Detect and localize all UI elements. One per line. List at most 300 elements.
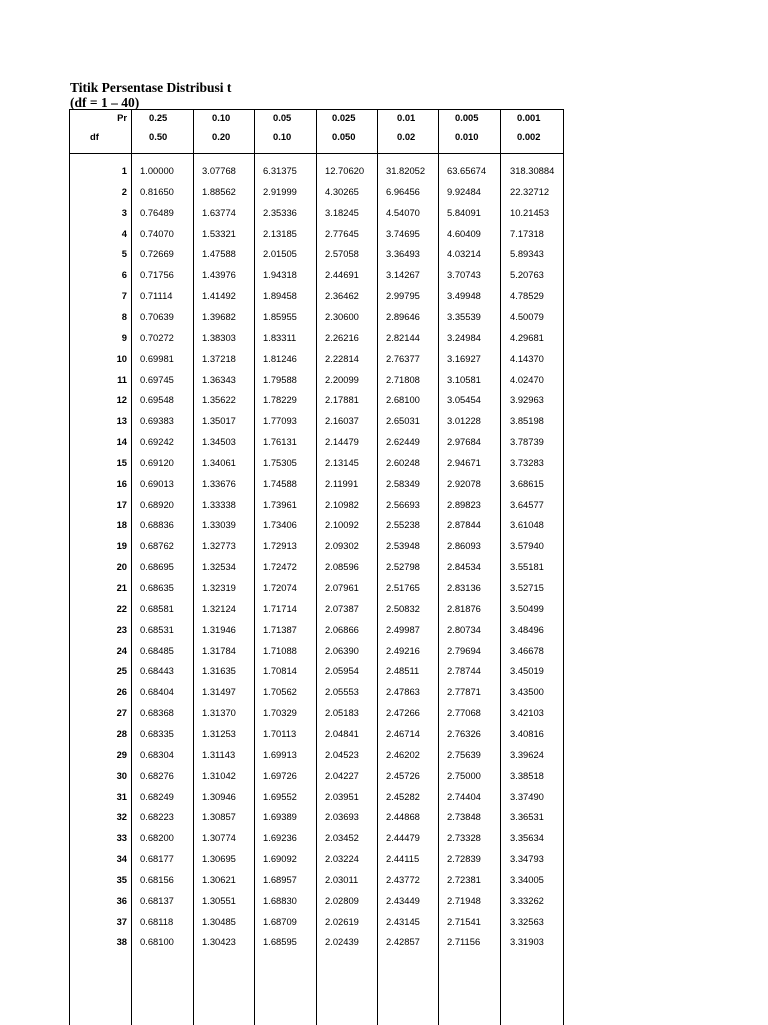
value-cell: 3.73283 <box>510 456 544 468</box>
value-cell: 2.48511 <box>386 665 420 677</box>
value-cell: 1.73406 <box>263 519 297 531</box>
value-cell: 2.13185 <box>263 227 297 239</box>
value-cell: 4.02470 <box>510 373 544 385</box>
table-row <box>70 497 563 513</box>
df-cell: 25 <box>116 665 127 677</box>
value-cell: 3.32563 <box>510 915 544 927</box>
value-cell: 2.97684 <box>447 436 481 448</box>
value-cell: 2.44479 <box>386 832 420 844</box>
header-two-tail-cell: 0.050 <box>332 131 356 142</box>
value-cell: 1.32773 <box>202 540 236 552</box>
value-cell: 0.68635 <box>140 582 174 593</box>
value-cell: 3.31903 <box>510 936 544 948</box>
value-cell: 1.68595 <box>263 936 297 948</box>
value-cell: 2.11991 <box>325 477 359 489</box>
header-two-tail-cell: 0.010 <box>455 131 479 142</box>
df-cell: 24 <box>116 644 127 656</box>
header-row-one-tail <box>70 110 563 126</box>
header-two-tail-cell: 0.10 <box>273 131 292 142</box>
value-cell: 2.60248 <box>386 456 420 468</box>
value-cell: 3.35634 <box>510 832 544 844</box>
value-cell: 1.68709 <box>263 915 297 927</box>
value-cell: 10.21453 <box>510 206 550 218</box>
value-cell: 2.02809 <box>325 894 359 906</box>
value-cell: 2.06866 <box>325 623 359 635</box>
value-cell: 1.31497 <box>202 686 236 698</box>
value-cell: 2.43145 <box>386 915 420 927</box>
value-cell: 12.70620 <box>325 165 365 176</box>
value-cell: 0.68200 <box>140 832 174 844</box>
header-two-tail-cell: 0.20 <box>212 131 231 142</box>
table-row <box>70 663 563 679</box>
df-cell: 15 <box>116 456 127 468</box>
value-cell: 0.72669 <box>140 248 174 260</box>
value-cell: 2.05553 <box>325 686 359 698</box>
value-cell: 2.73328 <box>447 832 481 844</box>
value-cell: 0.68156 <box>140 873 174 885</box>
value-cell: 1.69092 <box>263 853 297 865</box>
value-cell: 2.05954 <box>325 665 359 677</box>
value-cell: 2.77871 <box>447 686 481 698</box>
value-cell: 1.83311 <box>263 331 297 343</box>
value-cell: 0.68695 <box>140 561 174 573</box>
value-cell: 0.68485 <box>140 644 174 656</box>
value-cell: 0.68137 <box>140 894 174 906</box>
value-cell: 2.75639 <box>447 748 481 760</box>
value-cell: 0.69242 <box>140 436 174 448</box>
df-cell: 22 <box>116 602 127 614</box>
df-cell: 26 <box>116 686 127 698</box>
df-cell: 37 <box>116 915 127 927</box>
header-two-tail-cell: 0.02 <box>397 131 416 142</box>
table-row <box>70 184 563 200</box>
value-cell: 2.20099 <box>325 373 359 385</box>
value-cell: 1.72074 <box>263 582 297 593</box>
header-one-tail-cell: 0.025 <box>332 112 356 123</box>
value-cell: 3.10581 <box>447 373 481 385</box>
value-cell: 0.68177 <box>140 853 174 865</box>
value-cell: 1.69236 <box>263 832 297 844</box>
value-cell: 2.56693 <box>386 498 420 510</box>
value-cell: 3.50499 <box>510 602 544 614</box>
value-cell: 1.70113 <box>263 727 297 739</box>
value-cell: 0.69548 <box>140 394 174 406</box>
value-cell: 2.52798 <box>386 561 420 573</box>
value-cell: 2.44115 <box>386 853 420 865</box>
value-cell: 2.10092 <box>325 519 359 531</box>
value-cell: 0.68762 <box>140 540 174 552</box>
df-cell: 3 <box>121 206 127 218</box>
df-cell: 12 <box>116 394 127 406</box>
value-cell: 1.71714 <box>263 602 297 614</box>
df-cell: 18 <box>116 519 127 531</box>
value-cell: 9.92484 <box>447 185 481 197</box>
df-cell: 16 <box>116 477 127 489</box>
table-row <box>70 351 563 367</box>
value-cell: 3.40816 <box>510 727 544 739</box>
value-cell: 0.70272 <box>140 331 174 343</box>
value-cell: 0.68249 <box>140 790 174 802</box>
value-cell: 2.58349 <box>386 477 420 489</box>
value-cell: 63.65674 <box>447 165 487 176</box>
value-cell: 5.89343 <box>510 248 544 260</box>
value-cell: 2.49216 <box>386 644 420 656</box>
table-row <box>70 747 563 763</box>
value-cell: 22.32712 <box>510 185 550 197</box>
table-row <box>70 851 563 867</box>
value-cell: 1.31042 <box>202 769 236 781</box>
value-cell: 3.61048 <box>510 519 544 531</box>
value-cell: 3.01228 <box>447 415 481 427</box>
value-cell: 1.30485 <box>202 915 236 927</box>
value-cell: 2.36462 <box>325 290 359 302</box>
value-cell: 2.02619 <box>325 915 359 927</box>
value-cell: 0.68581 <box>140 602 174 614</box>
value-cell: 0.70639 <box>140 310 174 322</box>
value-cell: 3.39624 <box>510 748 544 760</box>
df-cell: 14 <box>116 436 127 448</box>
value-cell: 2.07961 <box>325 582 359 593</box>
value-cell: 3.35539 <box>447 310 481 322</box>
value-cell: 2.03224 <box>325 853 359 865</box>
value-cell: 0.81650 <box>140 185 174 197</box>
value-cell: 2.62449 <box>386 436 420 448</box>
value-cell: 4.03214 <box>447 248 481 260</box>
header-divider <box>70 153 563 154</box>
value-cell: 2.71808 <box>386 373 420 385</box>
value-cell: 1.30423 <box>202 936 236 948</box>
value-cell: 1.32534 <box>202 561 236 573</box>
value-cell: 2.44868 <box>386 811 420 823</box>
df-cell: 1 <box>121 165 127 176</box>
df-cell: 11 <box>117 373 127 385</box>
value-cell: 2.55238 <box>386 519 420 531</box>
value-cell: 2.73848 <box>447 811 481 823</box>
df-cell: 21 <box>116 582 127 593</box>
value-cell: 1.71088 <box>263 644 297 656</box>
value-cell: 3.55181 <box>510 561 544 573</box>
df-cell: 33 <box>116 832 127 844</box>
table-row <box>70 267 563 283</box>
value-cell: 31.82052 <box>386 165 426 176</box>
value-cell: 3.46678 <box>510 644 544 656</box>
header-one-tail-cell: 0.005 <box>455 112 479 123</box>
table-row <box>70 684 563 700</box>
value-cell: 2.53948 <box>386 540 420 552</box>
value-cell: 0.74070 <box>140 227 174 239</box>
table-row <box>70 288 563 304</box>
value-cell: 5.20763 <box>510 269 544 281</box>
value-cell: 4.14370 <box>510 352 544 364</box>
table-row <box>70 413 563 429</box>
value-cell: 2.68100 <box>386 394 420 406</box>
value-cell: 2.43772 <box>386 873 420 885</box>
value-cell: 3.37490 <box>510 790 544 802</box>
value-cell: 3.38518 <box>510 769 544 781</box>
value-cell: 1.33338 <box>202 498 236 510</box>
df-cell: 27 <box>116 707 127 719</box>
value-cell: 2.17881 <box>325 394 359 406</box>
df-cell: 8 <box>121 310 127 322</box>
value-cell: 2.99795 <box>386 290 420 302</box>
value-cell: 2.92078 <box>447 477 481 489</box>
value-cell: 1.68830 <box>263 894 297 906</box>
table-row <box>70 768 563 784</box>
header-one-tail-cell: 0.10 <box>212 112 231 123</box>
value-cell: 1.74588 <box>263 477 297 489</box>
value-cell: 1.43976 <box>202 269 236 281</box>
value-cell: 3.34793 <box>510 853 544 865</box>
value-cell: 2.45282 <box>386 790 420 802</box>
value-cell: 1.30857 <box>202 811 236 823</box>
df-cell: 30 <box>116 769 127 781</box>
header-two-tail-cell: 0.50 <box>149 131 168 142</box>
value-cell: 3.36531 <box>510 811 544 823</box>
value-cell: 2.71541 <box>447 915 481 927</box>
value-cell: 1.69389 <box>263 811 297 823</box>
value-cell: 2.44691 <box>325 269 359 281</box>
value-cell: 3.43500 <box>510 686 544 698</box>
table-row <box>70 622 563 638</box>
value-cell: 2.71156 <box>447 936 481 948</box>
header-row-two-tail <box>70 129 563 145</box>
value-cell: 2.74404 <box>447 790 481 802</box>
df-cell: 9 <box>121 331 127 343</box>
value-cell: 2.75000 <box>447 769 481 781</box>
value-cell: 1.68957 <box>263 873 297 885</box>
value-cell: 2.71948 <box>447 894 481 906</box>
value-cell: 0.69013 <box>140 477 174 489</box>
value-cell: 2.89823 <box>447 498 481 510</box>
table-row <box>70 476 563 492</box>
value-cell: 2.72381 <box>447 873 481 885</box>
value-cell: 1.31370 <box>202 707 236 719</box>
value-cell: 2.80734 <box>447 623 481 635</box>
pr-label: Pr <box>117 112 127 123</box>
table-row <box>70 330 563 346</box>
value-cell: 1.36343 <box>202 373 236 385</box>
value-cell: 3.78739 <box>510 436 544 448</box>
value-cell: 2.76326 <box>447 727 481 739</box>
value-cell: 1.70814 <box>263 665 297 677</box>
value-cell: 2.79694 <box>447 644 481 656</box>
value-cell: 1.70562 <box>263 686 297 698</box>
value-cell: 1.79588 <box>263 373 297 385</box>
table-row <box>70 559 563 575</box>
value-cell: 2.35336 <box>263 206 297 218</box>
value-cell: 0.68304 <box>140 748 174 760</box>
table-row <box>70 517 563 533</box>
value-cell: 0.71114 <box>140 290 173 302</box>
df-cell: 4 <box>121 227 127 239</box>
value-cell: 2.42857 <box>386 936 420 948</box>
value-cell: 3.70743 <box>447 269 481 281</box>
value-cell: 2.86093 <box>447 540 481 552</box>
value-cell: 0.68443 <box>140 665 174 677</box>
df-cell: 23 <box>116 623 127 635</box>
table-row <box>70 309 563 325</box>
value-cell: 0.76489 <box>140 206 174 218</box>
value-cell: 0.68368 <box>140 707 174 719</box>
value-cell: 2.87844 <box>447 519 481 531</box>
value-cell: 2.01505 <box>263 248 297 260</box>
table-row <box>70 205 563 221</box>
value-cell: 2.51765 <box>386 582 420 593</box>
value-cell: 1.33676 <box>202 477 236 489</box>
value-cell: 1.71387 <box>263 623 297 635</box>
value-cell: 2.94671 <box>447 456 481 468</box>
value-cell: 1.31143 <box>202 748 236 760</box>
title-line-1: Titik Persentase Distribusi t <box>70 80 232 95</box>
value-cell: 2.13145 <box>325 456 359 468</box>
table-row <box>70 914 563 930</box>
value-cell: 2.14479 <box>325 436 359 448</box>
value-cell: 1.41492 <box>202 290 236 302</box>
header-one-tail-cell: 0.05 <box>273 112 292 123</box>
df-cell: 31 <box>116 790 127 802</box>
value-cell: 2.77068 <box>447 707 481 719</box>
value-cell: 2.03011 <box>325 873 359 885</box>
value-cell: 1.31946 <box>202 623 236 635</box>
value-cell: 0.68276 <box>140 769 174 781</box>
value-cell: 4.29681 <box>510 331 544 343</box>
table-row <box>70 163 563 179</box>
value-cell: 3.48496 <box>510 623 544 635</box>
table-row <box>70 455 563 471</box>
table-row <box>70 434 563 450</box>
value-cell: 0.68920 <box>140 498 174 510</box>
value-cell: 3.92963 <box>510 394 544 406</box>
value-cell: 2.57058 <box>325 248 359 260</box>
value-cell: 1.47588 <box>202 248 236 260</box>
value-cell: 1.32319 <box>202 582 236 593</box>
value-cell: 1.34061 <box>202 456 236 468</box>
value-cell: 0.68118 <box>140 915 174 927</box>
value-cell: 1.72913 <box>263 540 297 552</box>
value-cell: 5.84091 <box>447 206 481 218</box>
value-cell: 1.77093 <box>263 415 297 427</box>
value-cell: 0.69383 <box>140 415 174 427</box>
header-one-tail-cell: 0.01 <box>397 112 416 123</box>
value-cell: 1.31635 <box>202 665 236 677</box>
value-cell: 2.02439 <box>325 936 359 948</box>
df-cell: 17 <box>116 498 127 510</box>
value-cell: 1.78229 <box>263 394 297 406</box>
header-two-tail-cell: 0.002 <box>517 131 541 142</box>
value-cell: 0.69745 <box>140 373 174 385</box>
value-cell: 4.60409 <box>447 227 481 239</box>
value-cell: 0.69981 <box>140 352 174 364</box>
value-cell: 0.68223 <box>140 811 174 823</box>
value-cell: 2.83136 <box>447 582 481 593</box>
value-cell: 2.10982 <box>325 498 359 510</box>
t-distribution-table <box>69 109 564 1025</box>
value-cell: 3.36493 <box>386 248 420 260</box>
table-row <box>70 601 563 617</box>
df-cell: 29 <box>116 748 127 760</box>
value-cell: 4.30265 <box>325 185 359 197</box>
df-cell: 20 <box>116 561 127 573</box>
value-cell: 2.22814 <box>325 352 359 364</box>
df-cell: 19 <box>116 540 127 552</box>
value-cell: 3.42103 <box>510 707 544 719</box>
value-cell: 1.00000 <box>140 165 174 176</box>
value-cell: 4.78529 <box>510 290 544 302</box>
value-cell: 2.78744 <box>447 665 481 677</box>
page-title <box>70 80 231 110</box>
value-cell: 2.04523 <box>325 748 359 760</box>
table-row <box>70 392 563 408</box>
value-cell: 3.64577 <box>510 498 544 510</box>
value-cell: 1.88562 <box>202 185 236 197</box>
value-cell: 1.30551 <box>202 894 236 906</box>
value-cell: 0.68531 <box>140 623 174 635</box>
table-row <box>70 726 563 742</box>
value-cell: 2.82144 <box>386 331 420 343</box>
value-cell: 1.35017 <box>202 415 236 427</box>
value-cell: 3.16927 <box>447 352 481 364</box>
value-cell: 1.35622 <box>202 394 236 406</box>
df-cell: 36 <box>116 894 127 906</box>
df-label: df <box>90 131 99 142</box>
value-cell: 2.05183 <box>325 707 359 719</box>
table-row <box>70 893 563 909</box>
value-cell: 1.30774 <box>202 832 236 844</box>
value-cell: 3.24984 <box>447 331 481 343</box>
value-cell: 1.32124 <box>202 602 236 614</box>
value-cell: 1.85955 <box>263 310 297 322</box>
value-cell: 2.50832 <box>386 602 420 614</box>
value-cell: 2.45726 <box>386 769 420 781</box>
value-cell: 3.18245 <box>325 206 359 218</box>
value-cell: 2.07387 <box>325 602 359 614</box>
value-cell: 2.09302 <box>325 540 359 552</box>
value-cell: 2.46202 <box>386 748 420 760</box>
df-cell: 38 <box>116 936 127 948</box>
value-cell: 1.30695 <box>202 853 236 865</box>
value-cell: 3.07768 <box>202 165 236 176</box>
value-cell: 2.04841 <box>325 727 359 739</box>
value-cell: 1.53321 <box>202 227 236 239</box>
value-cell: 1.31784 <box>202 644 236 656</box>
df-cell: 5 <box>121 248 127 260</box>
value-cell: 2.30600 <box>325 310 359 322</box>
df-cell: 28 <box>116 727 127 739</box>
df-cell: 34 <box>116 853 127 865</box>
df-cell: 10 <box>116 352 127 364</box>
value-cell: 1.70329 <box>263 707 297 719</box>
value-cell: 1.73961 <box>263 498 297 510</box>
df-cell: 13 <box>116 415 127 427</box>
value-cell: 3.85198 <box>510 415 544 427</box>
table-row <box>70 538 563 554</box>
value-cell: 0.68836 <box>140 519 174 531</box>
value-cell: 2.47863 <box>386 686 420 698</box>
value-cell: 2.26216 <box>325 331 359 343</box>
value-cell: 2.03452 <box>325 832 359 844</box>
table-row <box>70 580 563 596</box>
value-cell: 3.68615 <box>510 477 544 489</box>
table-row <box>70 830 563 846</box>
value-cell: 2.76377 <box>386 352 420 364</box>
value-cell: 3.49948 <box>447 290 481 302</box>
value-cell: 1.34503 <box>202 436 236 448</box>
value-cell: 1.75305 <box>263 456 297 468</box>
value-cell: 7.17318 <box>510 227 544 239</box>
table-row <box>70 372 563 388</box>
value-cell: 0.71756 <box>140 269 174 281</box>
value-cell: 1.63774 <box>202 206 236 218</box>
